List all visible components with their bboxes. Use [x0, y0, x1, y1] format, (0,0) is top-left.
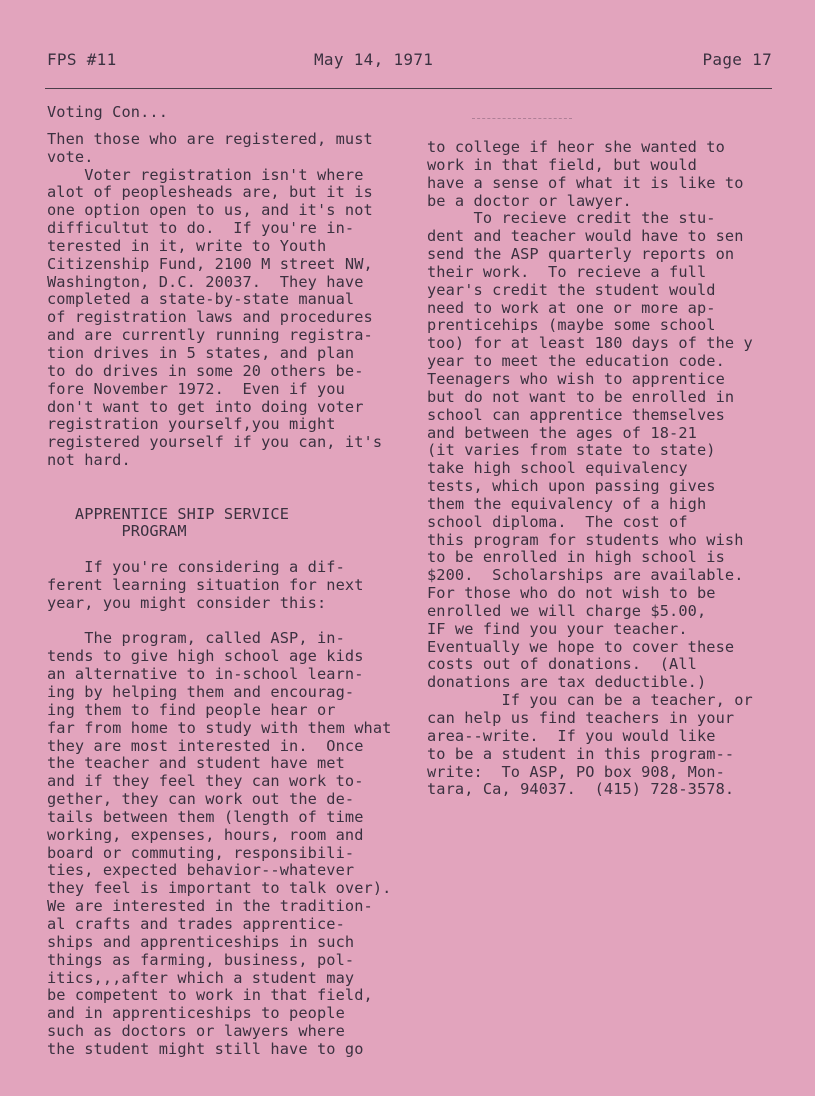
issue-number: FPS #11	[47, 50, 117, 69]
right-column	[427, 139, 815, 799]
text-line: be competent to work in that field,	[47, 986, 373, 1005]
text-line: an alternative to in-school learn-	[47, 665, 364, 684]
text-line: alot of peoplesheads are, but it is	[47, 183, 373, 202]
text-line: but do not want to be enrolled in	[427, 387, 735, 406]
text-line: donations are tax deductible.)	[427, 673, 707, 692]
text-line: work in that field, but would	[427, 155, 697, 174]
page-number: Page 17	[702, 50, 772, 69]
text-line: If you can be a teacher, or	[427, 691, 753, 710]
text-line: to be enrolled in high school is	[427, 548, 725, 567]
text-line: itics,,,after which a student may	[47, 968, 355, 987]
text-line: the teacher and student have met	[47, 754, 345, 773]
text-line: costs out of donations. (All	[427, 655, 697, 674]
text-line: year, you might consider this:	[47, 593, 327, 612]
text-line: registered yourself if you can, it's	[47, 433, 383, 452]
text-line: Citizenship Fund, 2100 M street NW,	[47, 254, 373, 273]
text-line: they feel is important to talk over).	[47, 879, 392, 898]
text-line: registration yourself,you might	[47, 415, 336, 434]
text-line: enrolled we will charge $5.00,	[427, 601, 707, 620]
text-line: ships and apprenticeships in such	[47, 932, 355, 951]
text-line: far from home to study with them what	[47, 718, 392, 737]
text-line: The program, called ASP, in-	[47, 629, 345, 648]
text-line: completed a state-by-state manual	[47, 290, 355, 309]
text-line: have a sense of what it is like to	[427, 173, 744, 192]
voting-article	[47, 131, 427, 470]
text-line: dent and teacher would have to sen	[427, 227, 744, 246]
text-line: vote.	[47, 147, 94, 166]
text-line: too) for at least 180 days of the y	[427, 334, 753, 353]
text-line: ing them to find people hear or	[47, 700, 336, 719]
text-line: one option open to us, and it's not	[47, 201, 373, 220]
program-title-2: PROGRAM	[47, 522, 187, 541]
text-line: tion drives in 5 states, and plan	[47, 343, 355, 362]
text-line: their work. To recieve a full	[427, 262, 707, 281]
text-line: board or commuting, responsibili-	[47, 843, 355, 862]
header-rule	[45, 88, 772, 89]
text-line: to be a student in this program--	[427, 744, 735, 763]
text-line: they are most interested in. Once	[47, 736, 364, 755]
text-line: $200. Scholarships are available.	[427, 566, 744, 585]
voting-heading: Voting Con...	[47, 103, 169, 121]
text-line: to college if heor she wanted to	[427, 138, 725, 156]
text-line: difficultut to do. If you're in-	[47, 219, 355, 238]
text-line: tara, Ca, 94037. (415) 728-3578.	[427, 780, 735, 799]
text-line: this program for students who wish	[427, 530, 744, 549]
text-line: ing by helping them and encourag-	[47, 683, 355, 701]
text-line: tests, which upon passing gives	[427, 477, 716, 496]
text-line: working, expenses, hours, room and	[47, 825, 364, 844]
text-line: the student might still have to go	[47, 1039, 364, 1058]
text-line: and are currently running registra-	[47, 326, 373, 345]
left-column	[47, 104, 427, 1059]
text-line: (it varies from state to state)	[427, 441, 716, 460]
text-line: not hard.	[47, 451, 131, 470]
text-line: school diploma. The cost of	[427, 512, 688, 531]
text-line: write: To ASP, PO box 908, Mon-	[427, 762, 725, 781]
text-line: and between the ages of 18-21	[427, 423, 697, 442]
text-line: tends to give high school age kids	[47, 647, 364, 666]
text-line: Teenagers who wish to apprentice	[427, 369, 725, 388]
text-line: Washington, D.C. 20037. They have	[47, 272, 364, 291]
program-title: APPRENTICE SHIP SERVICE	[47, 504, 290, 523]
text-line: year's credit the student would	[427, 280, 716, 299]
text-line: gether, they can work out the de-	[47, 790, 355, 809]
text-line: Voter registration isn't where	[47, 165, 364, 184]
program-article-continued	[427, 139, 815, 799]
text-line: such as doctors or lawyers where	[47, 1022, 345, 1041]
text-line: can help us find teachers in your	[427, 709, 735, 727]
text-line: Then those who are registered, must	[47, 129, 373, 148]
text-line: IF we find you your teacher.	[427, 619, 688, 638]
page-header	[47, 50, 772, 74]
text-line: take high school equivalency	[427, 459, 688, 478]
text-line: tails between them (length of time	[47, 807, 364, 826]
text-line: ties, expected behavior--whatever	[47, 861, 355, 880]
program-intro	[47, 559, 427, 613]
text-line: Eventually we hope to cover these	[427, 637, 735, 656]
text-line: to do drives in some 20 others be-	[47, 361, 364, 380]
text-line: them the equivalency of a high	[427, 494, 707, 513]
text-line: ferent learning situation for next	[47, 575, 364, 594]
text-line: of registration laws and procedures	[47, 308, 373, 327]
text-line: terested in it, write to Youth	[47, 236, 327, 255]
text-line: fore November 1972. Even if you	[47, 379, 345, 398]
text-line: and if they feel they can work to-	[47, 772, 364, 791]
text-line: year to meet the education code.	[427, 352, 725, 371]
text-line: For those who do not wish to be	[427, 584, 716, 603]
text-line: don't want to get into doing voter	[47, 397, 364, 416]
text-line: be a doctor or lawyer.	[427, 191, 632, 210]
text-line: To recieve credit the stu-	[427, 209, 716, 228]
text-line: send the ASP quarterly reports on	[427, 245, 735, 264]
issue-date: May 14, 1971	[314, 50, 434, 69]
text-line: need to work at one or more ap-	[427, 298, 716, 317]
faint-mark	[472, 118, 572, 119]
text-line: and in apprenticeships to people	[47, 1004, 345, 1023]
text-line: area--write. If you would like	[427, 726, 716, 745]
text-line: al crafts and trades apprentice-	[47, 914, 345, 933]
text-line: things as farming, business, pol-	[47, 950, 355, 969]
text-line: If you're considering a dif-	[47, 558, 345, 577]
text-line: prenticehips (maybe some school	[427, 316, 716, 335]
text-line: school can apprentice themselves	[427, 405, 725, 424]
text-line: We are interested in the tradition-	[47, 897, 373, 916]
program-article	[47, 630, 427, 1058]
